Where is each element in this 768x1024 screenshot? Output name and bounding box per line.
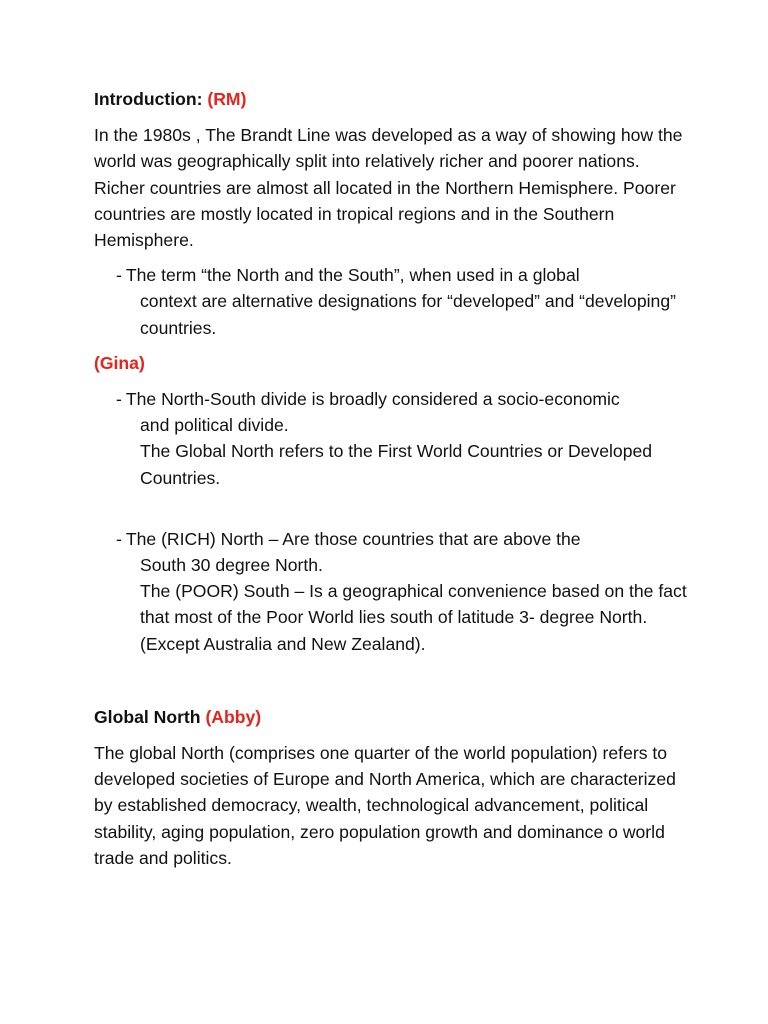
global-north-heading [94,704,694,730]
gina-bullet-1-first: The North-South divide is broadly considered a socio-economic [125,389,620,410]
intro-bullet-first-line [116,262,694,288]
gina-bullet-1-rest: and political divide. [140,415,289,436]
intro-paragraph: In the 1980s , The Brandt Line was developed as a way of showing how the world was geographically split into relatively richer and poorer nations. Richer countries are almost all located in the Northern Hemisphere. Poorer countries are mostly located in tropical regions and in the Southern Hemisphere. [94,125,683,251]
spacer [94,500,694,526]
gina-bullet-2 [94,526,694,657]
gina-heading [94,350,694,376]
gina-bullet-2-rest: South 30 degree North. [140,555,323,576]
gina-bullet-1-extra: The Global North refers to the First World Countries or Developed Countries. [140,441,653,488]
spacer [94,666,694,704]
gina-bullet-2-first-line [116,526,694,552]
gina-bullet-2-first: The (RICH) North – Are those countries that are above the [125,528,581,549]
bullet-dash: - [116,528,122,549]
gina-bullet-1-first-line [116,386,694,412]
intro-author: (RM) [207,89,247,109]
document-page [94,86,694,880]
intro-heading-text: Introduction: [94,89,203,109]
global-north-paragraph: The global North (comprises one quarter of the world population) refers to developed societies of Europe and North America, which are characterized by established democracy, wealth, technological advancement, political stability, aging population, zero population growth and dominance o world trade and politics. [94,743,676,868]
intro-bullet-rest: context are alternative designations for “developed” and “developing” countries. [140,291,676,338]
gina-author: (Gina) [94,352,145,373]
bullet-dash: - [116,265,122,286]
global-north-author: (Abby) [205,706,262,727]
intro-bullet [94,262,694,341]
global-north-heading-text: Global North [94,706,201,727]
gina-bullet-1 [94,386,694,491]
gina-bullet-2-extra: The (POOR) South – Is a geographical convenience based on the fact that most of the Poor World lies south of latitude 3- degree North. (Except Australia and New Zealand). [140,581,687,654]
intro-heading [94,86,694,112]
intro-bullet-first: The term “the North and the South”, when used in a global [125,265,580,286]
bullet-dash: - [116,389,122,410]
